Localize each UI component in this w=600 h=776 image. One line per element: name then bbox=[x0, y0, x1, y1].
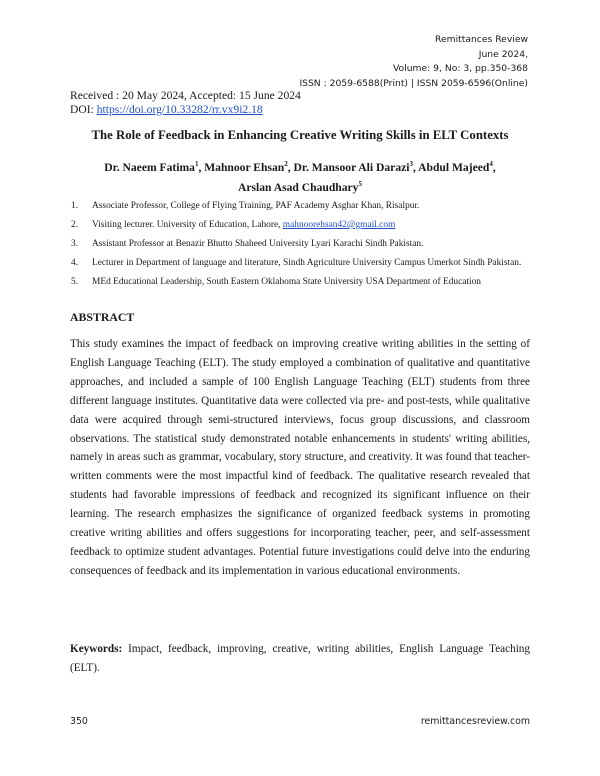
author-email-link[interactable]: mahnoorehsan42@gmail.com bbox=[282, 220, 396, 231]
author: Abdul Majeed$^4$ bbox=[418, 160, 493, 174]
paper-title: The Role of Feedback in Enhancing Creative Writing Skills in ELT Contexts bbox=[91, 128, 509, 142]
doi-line bbox=[70, 103, 301, 117]
affiliation-list bbox=[70, 199, 530, 294]
affiliation-item: 4. Lecturer in Department of language and literature, Sindh Agriculture University Campus Umerkot Sindh Pakistan. bbox=[71, 258, 522, 269]
doi-label: DOI: bbox=[70, 102, 97, 116]
affiliation-item: 1. Associate Professor, College of Flying Training, PAF Academy Asghar Khan, Risalpur. bbox=[71, 201, 420, 211]
author: Mahnoor Ehsan$^2$ bbox=[204, 160, 288, 174]
journal-date: June 2024, bbox=[478, 48, 528, 60]
affiliation-item: 3. Assistant Professor at Benazir Bhutto Shaheed University Lyari Karachi Sindh Pakistan. bbox=[71, 239, 424, 250]
journal-issn: ISSN : 2059-6588(Print) | ISSN 2059-6596(Online) bbox=[299, 77, 528, 89]
keywords-text: Impact, feedback, improving, creative, writing abilities, English Language Teaching (ELT). bbox=[70, 643, 530, 674]
affiliation-item: 5. MEd Educational Leadership, South Eastern Oklahoma State University USA Department of Education bbox=[71, 277, 481, 288]
author-list: Dr. Naeem Fatima$^1$, Mahnoor Ehsan$^2$, Dr. Mansoor Ali Darazi$^3$, Abdul Majeed$^4$, Arslan Asad Chaudhary$^5$ bbox=[104, 160, 496, 195]
doi-link[interactable]: https://doi.org/10.33282/rr.vx9i2.18 bbox=[96, 102, 263, 116]
keywords bbox=[70, 640, 530, 678]
journal-header bbox=[299, 33, 528, 91]
article-dates bbox=[70, 89, 301, 116]
journal-volume: Volume: 9, No: 3, pp.350-368 bbox=[392, 63, 528, 74]
affiliation-item: 2. Visiting lecturer. University of Education, Lahore, mahnoorehsan42@gmail.com bbox=[71, 220, 396, 231]
author: Dr. Naeem Fatima$^1$ bbox=[104, 160, 199, 174]
author: Arslan Asad Chaudhary$^5$ bbox=[238, 180, 362, 195]
abstract-heading: ABSTRACT bbox=[70, 310, 135, 324]
abstract-body: This study examines the impact of feedback on improving creative writing abilities in the setting of English Language Teaching (ELT). The study employed a combination of qualitative and quantitative approaches, and included a sample of 100 English Language Teaching (ELT) students from three different language institutes. Quantitative data were collected via pre- and post-tests, while qualitative data were acquired through semi-structured interviews, focus group discussions, and classroom observations. The statistical study demonstrated notable enhancements in students' writing abilities, namely in areas such as grammar, vocabulary, story structure, and creativity. It was found that teacher-written comments were the most impactful kind of feedback. The qualitative research revealed that students had favorable impressions of feedback and recognized its significant influence on their learning. The research emphasizes the significance of organized feedback systems in promoting creative writing abilities and offers suggestions for incorporating teacher, peer, and self-assessment feedback to optimize student advantages. Potential future investigations could delve into the enduring consequences of feedback and its implementation in various educational environments. bbox=[70, 338, 530, 577]
journal-name: Remittances Review bbox=[435, 34, 528, 45]
received-accepted: Received : 20 May 2024, Accepted: 15 June 2024 bbox=[70, 89, 301, 102]
keywords-label: Keywords: bbox=[70, 643, 123, 655]
author: Dr. Mansoor Ali Darazi$^3$ bbox=[293, 160, 413, 174]
page-number: 350 bbox=[70, 716, 88, 727]
footer-site: remittancesreview.com bbox=[420, 716, 530, 727]
